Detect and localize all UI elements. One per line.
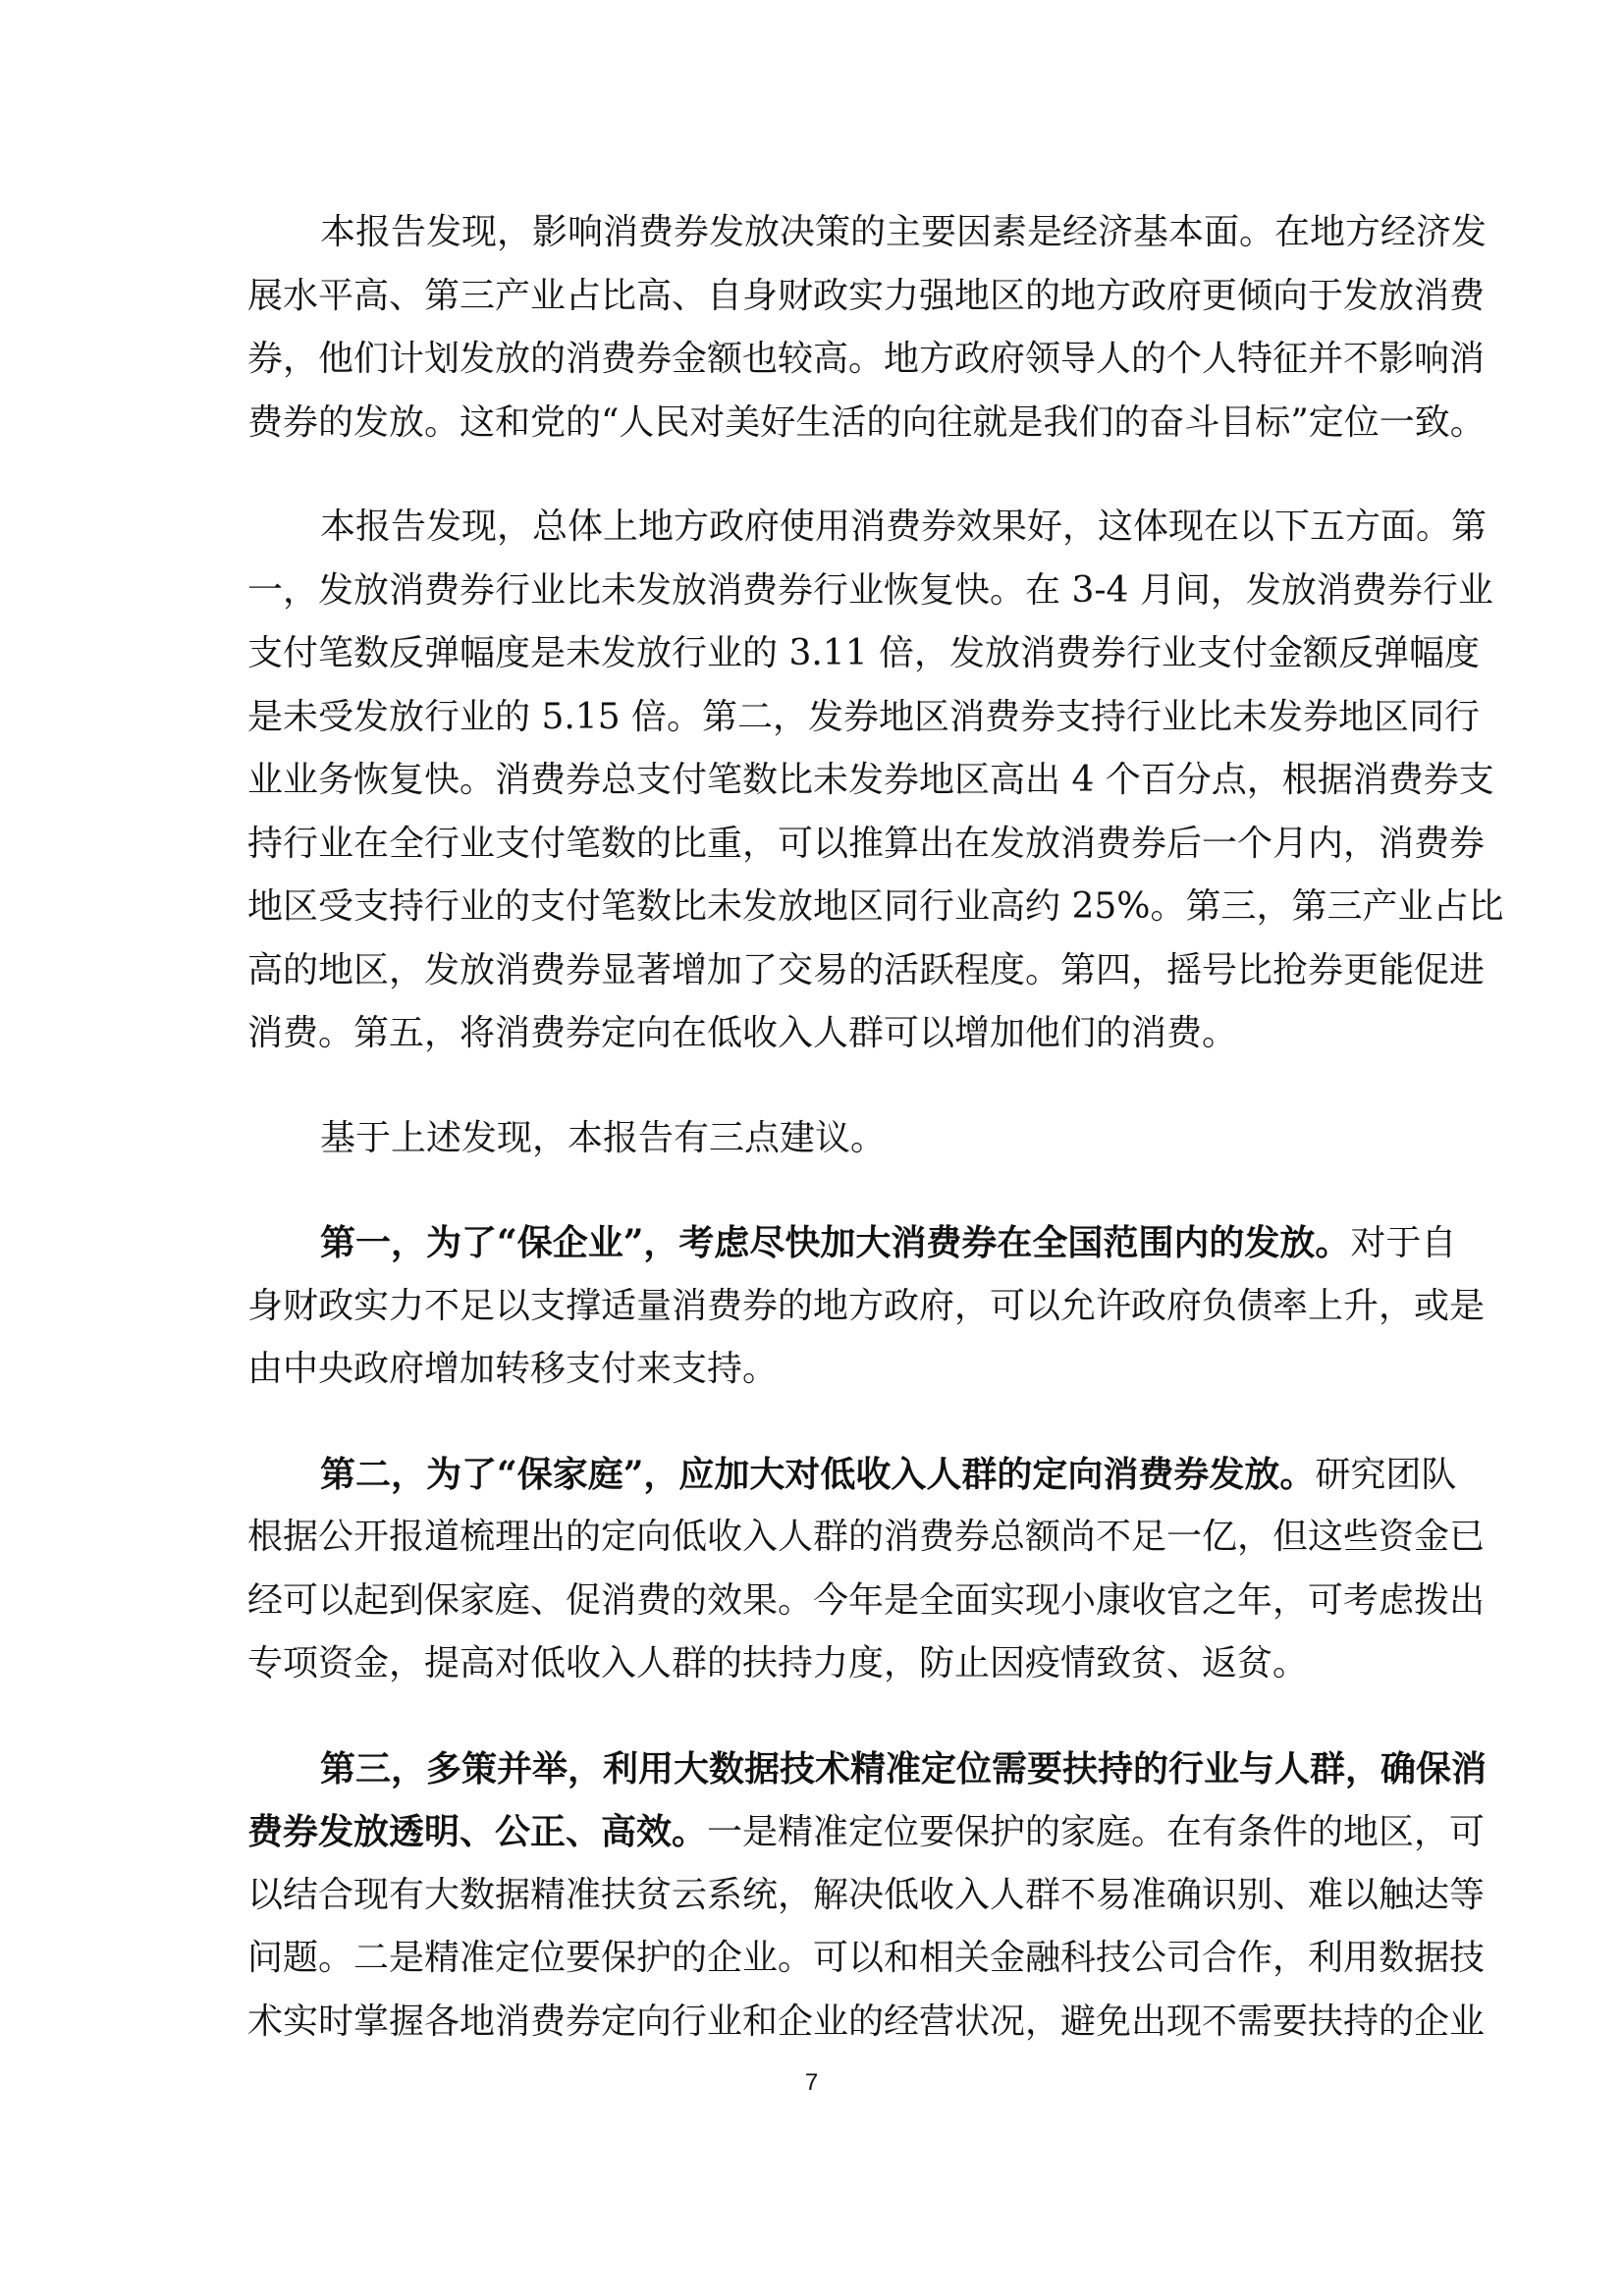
text: 本报告发现，影响消费券发放决策的主要因素是经济基本面。在地方经济发: [320, 212, 1488, 252]
text-line: [247, 392, 1486, 455]
paragraph: [247, 201, 1488, 454]
text: 身财政实力不足以支撑适量消费券的地方政府，可以允许政府负债率上升，或是: [247, 1285, 1486, 1326]
text: 支付笔数反弹幅度是未发放行业的 3.11 倍，发放消费券行业支付金额反弹幅度: [247, 633, 1481, 673]
text: 地区受支持行业的支付笔数比未发放地区同行业高约 25%。第三，第三产业占比: [247, 886, 1504, 927]
bold-text: 第二，为了“保家庭”，应加大对低收入人群的定向消费券发放。: [320, 1453, 1316, 1495]
bold-text: 第三，多策并举，利用大数据技术精准定位需要扶持的行业与人群，确保消: [320, 1747, 1488, 1789]
paragraph: [247, 1443, 1486, 1696]
text-line: [247, 1275, 1486, 1339]
text-line: [247, 686, 1481, 750]
text: 券，他们计划发放的消费券金额也较高。地方政府领导人的个人特征并不影响消: [247, 339, 1486, 379]
text: 消费。第五，将消费券定向在低收入人群可以增加他们的消费。: [247, 1013, 1238, 1053]
text: 一，发放消费券行业比未发放消费券行业恢复快。在 3-4 月间，发放消费券行业: [247, 569, 1493, 611]
text: 研究团队: [1315, 1454, 1457, 1495]
text-line: [247, 1506, 1486, 1570]
text-line: [247, 560, 1493, 623]
bold-text: 第一，为了“保企业”，考虑尽快加大消费券在全国范围内的发放。: [320, 1222, 1351, 1263]
paragraph: [247, 1211, 1486, 1402]
paragraph: [247, 496, 1504, 1066]
text-line: [247, 1632, 1386, 1696]
text: 高的地区，发放消费券显著增加了交易的活跃程度。第四，摇号比抢券更能促进: [247, 949, 1486, 990]
text: 展水平高、第三产业占比高、自身财政实力强地区的地方政府更倾向于发放消费: [247, 275, 1486, 316]
text-line: [247, 1002, 1386, 1066]
text-line: [247, 813, 1486, 877]
text-line: [247, 1570, 1486, 1633]
text-line: [247, 1338, 1386, 1402]
text-line: [247, 1991, 1486, 2055]
text-line: [247, 1737, 1488, 1801]
text: 费券的发放。这和党的“人民对美好生活的向往就是我们的奋斗目标”定位一致。: [247, 401, 1486, 443]
text: 经可以起到保家庭、促消费的效果。今年是全面实现小康收官之年，可考虑拨出: [247, 1579, 1486, 1621]
text-line: [247, 749, 1494, 813]
text: 以结合现有大数据精准扶贫云系统，解决低收入人群不易准确识别、难以触达等: [247, 1874, 1486, 1915]
text: 专项资金，提高对低收入人群的扶持力度，防止因疫情致贫、返贫。: [247, 1643, 1309, 1683]
text-line: [247, 1443, 1457, 1507]
text-line: [247, 328, 1486, 392]
text: 本报告发现，总体上地方政府使用消费券效果好，这体现在以下五方面。第: [320, 507, 1488, 547]
text: 对于自: [1350, 1223, 1457, 1263]
page-number: 7: [804, 2069, 819, 2096]
text-line: [247, 1107, 1386, 1171]
text: 一是精准定位要保护的家庭。在有条件的地区，可: [707, 1812, 1486, 1852]
paragraph: [247, 1107, 1386, 1171]
text: 由中央政府增加转移支付来支持。: [247, 1349, 779, 1389]
text-line: [247, 876, 1504, 939]
text-line: [247, 939, 1486, 1003]
text: 基于上述发现，本报告有三点建议。: [320, 1117, 887, 1158]
text-line: [247, 1864, 1486, 1928]
text-line: [247, 1211, 1457, 1275]
text: 术实时掌握各地消费券定向行业和企业的经营状况，避免出现不需要扶持的企业: [247, 2001, 1486, 2042]
document-body: [247, 201, 1504, 2095]
text-line: [247, 496, 1488, 560]
text: 根据公开报道梳理出的定向低收入人群的消费券总额尚不足一亿，但这些资金已: [247, 1517, 1486, 1557]
text: 是未受发放行业的 5.15 倍。第二，发券地区消费券支持行业比未发券地区同行: [247, 696, 1481, 737]
bold-text: 费券发放透明、公正、高效。: [247, 1811, 708, 1852]
text-line: [247, 1800, 1486, 1864]
text-line: [247, 1927, 1486, 1991]
text: 持行业在全行业支付笔数的比重，可以推算出在发放消费券后一个月内，消费券: [247, 823, 1486, 864]
text-line: [247, 622, 1481, 686]
text-line: [247, 265, 1486, 329]
text: 业业务恢复快。消费券总支付笔数比未发券地区高出 4 个百分点，根据消费券支: [247, 760, 1494, 800]
text: 问题。二是精准定位要保护的企业。可以和相关金融科技公司合作，利用数据技: [247, 1938, 1486, 1978]
paragraph: [247, 1737, 1488, 2055]
text-line: [247, 201, 1488, 265]
